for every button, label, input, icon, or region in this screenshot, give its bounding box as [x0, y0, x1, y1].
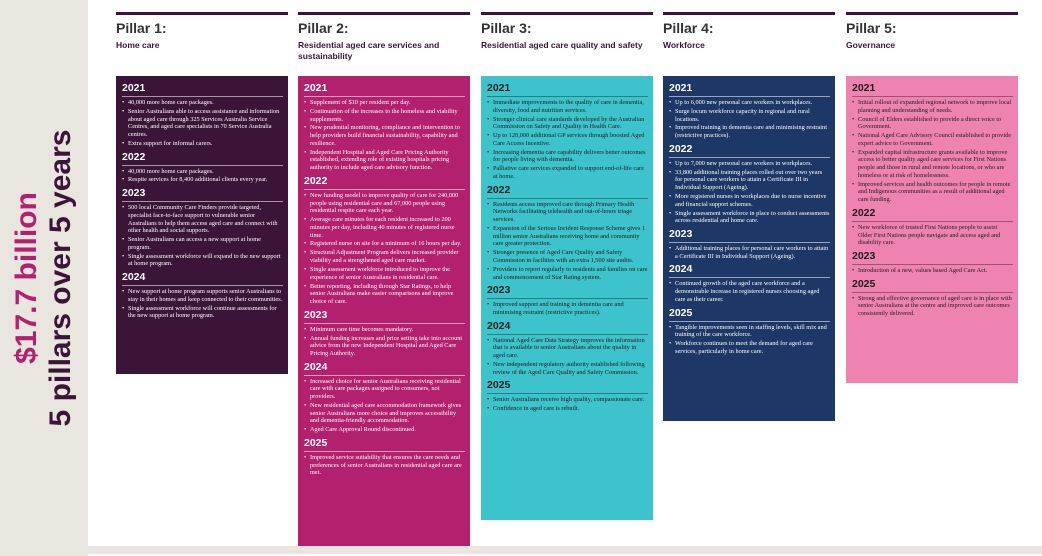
list-item: • Average care minutes for each resident increased to 200 minutes per day, including 40 minutes of registered nurse time.	[304, 216, 465, 239]
pillar-header	[846, 12, 1018, 76]
list-item: • 500 local Community Care Finders provide targeted, specialist face-to-face support to vulnerable senior Australians to help them access aged care and connect with other health and social supports.	[122, 204, 283, 235]
year-divider	[487, 298, 648, 299]
year-heading: 2022	[852, 206, 876, 219]
year-heading: 2023	[852, 250, 876, 262]
list-item: • Expanded capital infrastructure grants available to improve access to better quality aged care services for First Nations people and those in rural and remote locations, or who are homeless or at risk of homelessness.	[852, 149, 1013, 180]
year-heading: 2021	[487, 82, 511, 94]
list-item: • Continued growth of the aged care workforce and a demonstrable increase in registered nurses choosing aged care as their career.	[669, 280, 830, 303]
year-item-list	[304, 378, 465, 434]
year-heading: 2023	[669, 228, 693, 241]
year-item-list	[304, 326, 465, 358]
list-item: • Improved services and health outcomes for people in remote and Indigenous communities as a result of additional aged care funding.	[852, 181, 1013, 204]
year-divider	[122, 285, 283, 286]
pillar-timeline	[481, 76, 653, 520]
year-divider	[669, 96, 830, 97]
pillar-title: Pillar 5:	[846, 20, 897, 36]
year-item-list	[487, 301, 648, 316]
list-item: • Strong and effective governance of aged care is in place with senior Australians at the centre and improved care outcomes consistently delivered.	[852, 295, 1013, 318]
pillar-timeline	[298, 76, 470, 546]
year-heading: 2021	[669, 82, 693, 94]
year-heading: 2022	[304, 174, 328, 187]
list-item: • Introduction of a new, values based Aged Care Act.	[852, 267, 1013, 275]
year-divider	[852, 292, 1013, 293]
year-item-list	[304, 454, 465, 477]
year-item-list	[852, 224, 1013, 247]
list-item: • Annual funding increases and price setting take into account advice from the new Independent Hospital and Aged Care Pricing Authority.	[304, 335, 465, 358]
year-item-list	[669, 160, 830, 225]
list-item: • Better reporting, including through Star Ratings, to help senior Australians make easier comparisons and improve choice of care.	[304, 283, 465, 306]
year-heading: 2023	[487, 284, 511, 297]
list-item: • National Aged Care Advisory Council established to provide expert advice to Government.	[852, 132, 1013, 147]
list-item: • Improved support and training in dementia care and minimising restraint (restrictive practices).	[487, 301, 648, 316]
list-item: • Structural Adjustment Program delivers increased provider viability and a strengthened aged care market.	[304, 249, 465, 264]
pillar-header	[481, 12, 653, 76]
year-item-list	[669, 324, 830, 356]
year-divider	[304, 451, 465, 452]
list-item: • Extra support for informal carers.	[122, 140, 283, 148]
year-item-list	[852, 295, 1013, 318]
year-heading: 2025	[487, 379, 511, 392]
list-item: • Senior Australians can access a new support at home program.	[122, 236, 283, 251]
list-item: • Minimum care time becomes mandatory.	[304, 326, 465, 334]
year-heading: 2025	[852, 277, 876, 290]
pillar-timeline	[846, 76, 1018, 383]
list-item: • Stronger presence of Aged Care Quality and Safety Commission in facilities with an extra 1,500 site audits.	[487, 249, 648, 264]
pillar-subtitle: Residential aged care quality and safety	[481, 40, 643, 50]
list-item: • Residents access improved care through Primary Health Networks facilitating telehealth and out-of-hours triage services.	[487, 201, 648, 224]
year-heading: 2021	[852, 82, 876, 94]
year-divider	[852, 221, 1013, 222]
pillar-title: Pillar 3:	[481, 20, 532, 36]
list-item: • Single assessment workforce will expand to the new support at home program.	[122, 253, 283, 268]
list-item: • Independent Hospital and Aged Care Pricing Authority established, extending role of existing hospitals pricing authority to include aged care advisory function.	[304, 149, 465, 172]
list-item: • Up to 120,000 additional GP services through boosted Aged Care Access Incentive.	[487, 132, 648, 147]
pillar-timeline	[116, 76, 288, 374]
list-item: • Improved training in dementia care and minimising restraint (restrictive practices).	[669, 124, 830, 139]
list-item: • New workforce of trusted First Nations people to assist Older First Nations people navigate and access aged and disability care.	[852, 224, 1013, 247]
year-heading: 2022	[122, 150, 146, 163]
list-item: • Immediate improvements to the quality of care in dementia, diversity, food and nutrition services.	[487, 99, 648, 114]
list-item: • Senior Australians able to access assistance and information about aged care through 325 Services Australia Service Centres, and aged care specialists in 70 Service Australia centres.	[122, 108, 283, 139]
year-item-list	[122, 99, 283, 148]
year-item-list	[122, 204, 283, 268]
list-item: • New funding model to improve quality of care for 240,000 people using residential care and 67,000 people using residential respite care each year.	[304, 192, 465, 215]
list-item: • 40,000 more home care packages.	[122, 168, 283, 176]
list-item: • Supplement of $10 per resident per day.	[304, 99, 465, 107]
funding-subtitle: 5 pillars over 5 years	[44, 129, 77, 427]
year-heading: 2022	[669, 142, 693, 155]
year-divider	[669, 242, 830, 243]
year-heading: 2021	[304, 82, 328, 94]
year-divider	[487, 96, 648, 97]
list-item: • New residential aged care accommodation framework gives senior Australians more choice and improves accessibility and dementia-friendly accommodation.	[304, 402, 465, 425]
pillar-title: Pillar 1:	[116, 20, 167, 36]
pillar-column-4	[663, 12, 835, 421]
year-divider	[669, 277, 830, 278]
pillar-header	[663, 12, 835, 76]
year-divider	[122, 96, 283, 97]
list-item: • Confidence in aged care is rebuilt.	[487, 405, 648, 413]
sidebar-panel	[0, 0, 88, 556]
funding-amount: $17.7 billion	[10, 192, 43, 364]
year-heading: 2024	[122, 271, 146, 284]
list-item: • Senior Australians receive high quality, compassionate care.	[487, 396, 648, 404]
year-divider	[669, 157, 830, 158]
list-item: • Workforce continues to meet the demand for aged care services, particularly in home care.	[669, 340, 830, 355]
list-item: • Improved service suitability that ensures the care needs and preferences of senior Australians in residential aged care are met.	[304, 454, 465, 477]
sidebar-heading	[10, 130, 78, 427]
list-item: • Expansion of the Serious Incident Response Scheme gives 1 million senior Australians receiving home and community care greater protection.	[487, 225, 648, 248]
list-item: • Increasing dementia care capability delivers better outcomes for people living with dementia.	[487, 149, 648, 164]
year-heading: 2025	[669, 306, 693, 319]
year-heading: 2021	[122, 82, 146, 94]
pillar-title: Pillar 2:	[298, 20, 349, 36]
list-item: • Single assessment workforce in place to conduct assessments across residential and home care.	[669, 210, 830, 225]
list-item: • Increased choice for senior Australians receiving residential care with care packages assigned to consumers, not providers.	[304, 378, 465, 401]
list-item: • More registered nurses in workplaces due to nurse incentive and financial support schemes.	[669, 193, 830, 208]
list-item: • Single assessment workforce will continue assessments for the new support at home program.	[122, 305, 283, 320]
year-item-list	[669, 280, 830, 303]
year-divider	[304, 375, 465, 376]
year-divider	[304, 323, 465, 324]
pillar-column-1	[116, 12, 288, 374]
list-item: • 33,800 additional training places rolled out over two years for personal care workers to attain a Certificate III in Individual Support (Ageing).	[669, 169, 830, 192]
list-item: • Surge locum workforce capacity in regional and rural locations.	[669, 108, 830, 123]
list-item: • Up to 7,000 new personal care workers in workplaces.	[669, 160, 830, 168]
year-item-list	[304, 192, 465, 306]
pillar-subtitle: Workforce	[663, 40, 705, 50]
list-item: • Aged Care Approval Round discontinued.	[304, 426, 465, 434]
pillar-header	[298, 12, 470, 76]
list-item: • National Aged Care Data Strategy improves the information that is available to senior Australians about the quality in aged care.	[487, 337, 648, 360]
year-item-list	[669, 245, 830, 260]
year-divider	[487, 198, 648, 199]
year-heading: 2022	[487, 183, 511, 196]
year-heading: 2024	[304, 360, 328, 373]
year-divider	[122, 165, 283, 166]
year-heading: 2024	[487, 319, 511, 332]
list-item: • Providers to report regularly to residents and families on care and commencement of Star Rating system.	[487, 266, 648, 281]
year-divider	[669, 321, 830, 322]
year-item-list	[669, 99, 830, 140]
list-item: • Registered nurse on site for a minimum of 16 hours per day.	[304, 240, 465, 248]
list-item: • Continuation of the increases to the homeless and viability supplements.	[304, 108, 465, 123]
year-divider	[852, 264, 1013, 265]
year-divider	[487, 393, 648, 394]
list-item: • Stronger clinical care standards developed by the Australian Commission on Safety and Quality in Health Care.	[487, 116, 648, 131]
list-item: • Initial rollout of expanded regional network to improve local planning and understanding of needs.	[852, 99, 1013, 114]
list-item: • New support at home program supports senior Australians to stay in their homes and keep connected to their communities.	[122, 288, 283, 303]
year-divider	[852, 96, 1013, 97]
pillar-timeline	[663, 76, 835, 421]
year-item-list	[487, 396, 648, 413]
list-item: • Respite services for 8,400 additional clients every year.	[122, 176, 283, 184]
year-heading: 2023	[304, 308, 328, 321]
year-item-list	[487, 337, 648, 377]
pillar-column-5	[846, 12, 1018, 383]
pillar-column-3	[481, 12, 653, 520]
pillar-subtitle: Governance	[846, 40, 896, 50]
list-item: • 40,000 more home care packages.	[122, 99, 283, 107]
year-divider	[304, 189, 465, 190]
list-item: • Additional training places for personal care workers to attain a Certificate III in Individual Support (Ageing).	[669, 245, 830, 260]
year-divider	[304, 96, 465, 97]
list-item: • Tangible improvements seen in staffing levels, skill mix and training of the care workforce.	[669, 324, 830, 339]
year-item-list	[852, 267, 1013, 275]
year-item-list	[122, 288, 283, 320]
pillar-subtitle: Home care	[116, 40, 160, 50]
pillar-header	[116, 12, 288, 76]
list-item: • Council of Elders established to provide a direct voice to Government.	[852, 116, 1013, 131]
year-item-list	[304, 99, 465, 172]
year-item-list	[852, 99, 1013, 204]
year-divider	[122, 201, 283, 202]
bottom-divider	[88, 546, 1042, 554]
year-item-list	[487, 99, 648, 181]
list-item: • New independent regulatory authority established following review of the Aged Care Quality and Safety Commission.	[487, 361, 648, 376]
list-item: • Palliative care services expanded to support end-of-life care at home.	[487, 165, 648, 180]
year-item-list	[487, 201, 648, 282]
year-heading: 2023	[122, 187, 146, 200]
list-item: • New prudential monitoring, compliance and intervention to help providers build financial sustainability, capability and resilience.	[304, 124, 465, 147]
year-heading: 2024	[669, 263, 693, 276]
year-heading: 2025	[304, 436, 328, 449]
year-divider	[487, 334, 648, 335]
list-item: • Up to 6,000 new personal care workers in workplaces.	[669, 99, 830, 107]
year-item-list	[122, 168, 283, 185]
pillar-title: Pillar 4:	[663, 20, 714, 36]
pillar-column-2	[298, 12, 470, 546]
pillar-subtitle: Residential aged care services and sustainability	[298, 40, 440, 61]
list-item: • Single assessment workforce introduced to improve the experience of senior Australians in residential care.	[304, 266, 465, 281]
